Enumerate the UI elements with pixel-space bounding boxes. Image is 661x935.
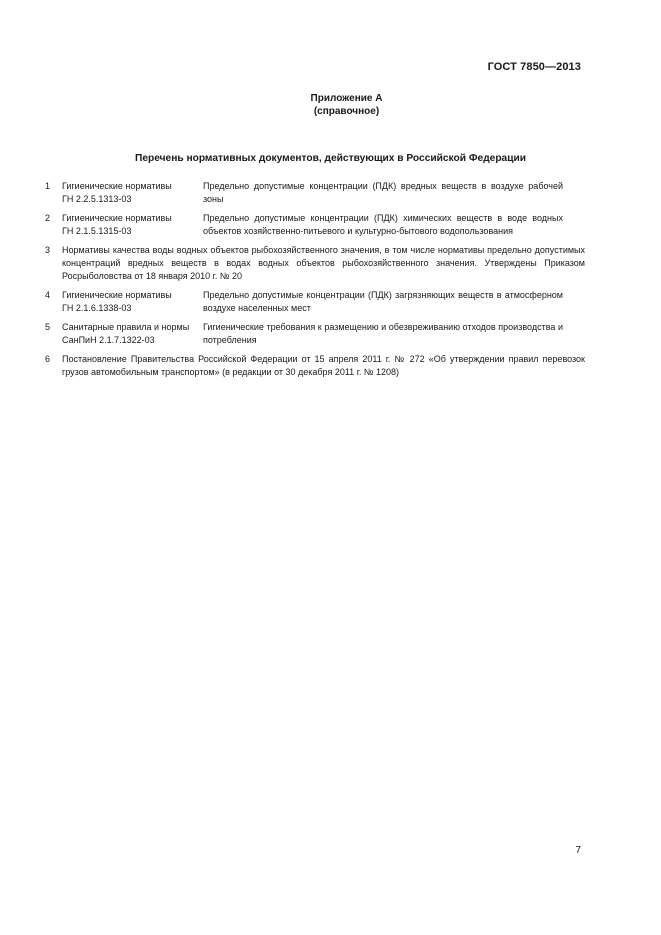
annex-title: Приложение А — [310, 93, 383, 104]
item-name-line2: ГН 2.1.6.1338-03 — [62, 303, 132, 313]
item-description: Предельно допустимые концентрации (ПДК) загрязняющих веществ в атмосферном воздухе населенных мест — [203, 290, 563, 313]
item-text: Постановление Правительства Российской Федерации от 15 апреля 2011 г. № 272 «Об утверждении правил перевозок грузов автомобильным транспортом» (в редакции от 30 декабря 2011 г. № 1208) — [62, 354, 585, 377]
annex-heading — [0, 92, 661, 118]
list-title — [0, 153, 661, 164]
item-number: 1 — [45, 181, 51, 191]
item-name-line1: Санитарные правила и нормы — [62, 322, 190, 332]
item-description: Предельно допустимые концентрации (ПДК) вредных веществ в воздухе рабочей зоны — [203, 181, 563, 204]
annex-subtitle: (справочное) — [313, 106, 380, 117]
document-list — [45, 180, 585, 385]
page-number: 7 — [575, 845, 581, 856]
item-description: Гигиенические требования к размещению и обезвреживанию отходов производства и потребления — [203, 322, 563, 345]
list-item — [45, 212, 585, 238]
list-item — [45, 321, 585, 347]
item-name-line1: Гигиенические нормативы — [62, 181, 172, 191]
item-name — [62, 321, 205, 347]
item-text: Нормативы качества воды водных объектов рыбохозяйственного значения, в том числе нормативы предельно допустимых концентраций вредных веществ в водах водных объектов рыбохозяйственного значения. Утверждены Приказом Росрыболовства от 18 января 2010 г. № 20 — [62, 245, 585, 281]
item-number: 6 — [45, 354, 51, 364]
item-name — [62, 212, 205, 238]
list-title-text: Перечень нормативных документов, действующих в Российской Федерации — [135, 153, 526, 164]
item-name-line1: Гигиенические нормативы — [62, 290, 172, 300]
item-number: 4 — [45, 290, 51, 300]
item-name-line1: Гигиенические нормативы — [62, 213, 172, 223]
item-name-line2: ГН 2.2.5.1313-03 — [62, 194, 132, 204]
item-number: 3 — [45, 245, 51, 255]
list-item — [45, 180, 585, 206]
item-name-line2: ГН 2.1.5.1315-03 — [62, 226, 132, 236]
item-number: 2 — [45, 213, 51, 223]
list-item — [45, 244, 585, 283]
item-name — [62, 289, 205, 315]
item-description: Предельно допустимые концентрации (ПДК) химических веществ в воде водных объектов хозяйственно-питьевого и культурно-бытового водопользования — [203, 213, 563, 236]
item-name-line2: СанПиН 2.1.7.1322-03 — [62, 335, 155, 345]
item-name — [62, 180, 205, 206]
list-item — [45, 289, 585, 315]
item-number: 5 — [45, 322, 51, 332]
standard-code: ГОСТ 7850—2013 — [487, 61, 581, 73]
list-item — [45, 353, 585, 379]
